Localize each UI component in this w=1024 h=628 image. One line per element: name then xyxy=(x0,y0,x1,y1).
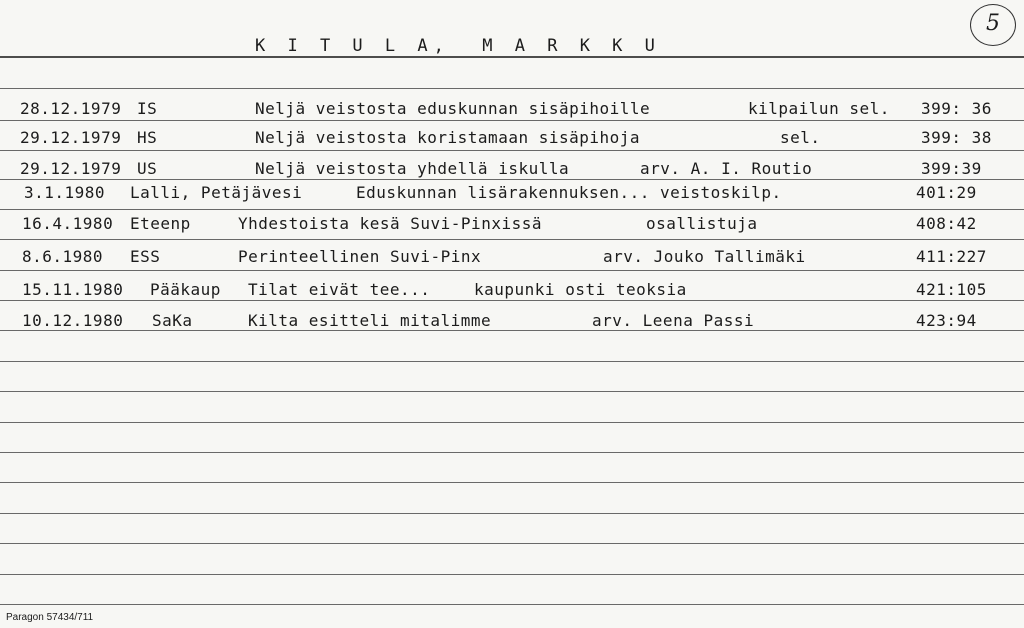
rule-line xyxy=(0,300,1024,301)
row-note: arv. Leena Passi xyxy=(592,311,755,330)
row-date: 16.4.1980 xyxy=(22,214,114,233)
row-ref: 411:227 xyxy=(916,247,987,266)
rule-line xyxy=(0,422,1024,423)
header-rule xyxy=(0,56,1024,58)
rule-line xyxy=(0,330,1024,331)
row-source: IS xyxy=(137,99,158,118)
row-title: Eduskunnan lisärakennuksen... veistoskilp. xyxy=(356,183,782,202)
rule-line xyxy=(0,574,1024,575)
rule-line xyxy=(0,209,1024,210)
row-date: 3.1.1980 xyxy=(24,183,106,202)
rule-line xyxy=(0,513,1024,514)
row-ref: 408:42 xyxy=(916,214,977,233)
row-source: Lalli, Petäjävesi xyxy=(130,183,303,202)
rule-line xyxy=(0,120,1024,121)
row-note: sel. xyxy=(780,128,821,147)
row-title: Tilat eivät tee... xyxy=(248,280,431,299)
rule-line xyxy=(0,482,1024,483)
row-date: 28.12.1979 xyxy=(20,99,122,118)
row-source: US xyxy=(137,159,158,178)
row-date: 10.12.1980 xyxy=(22,311,124,330)
card-name: K I T U L A, M A R K K U xyxy=(255,36,661,56)
row-note: kilpailun sel. xyxy=(748,99,890,118)
row-ref: 399: 36 xyxy=(921,99,992,118)
rule-line xyxy=(0,604,1024,605)
rule-line xyxy=(0,239,1024,240)
rule-line xyxy=(0,543,1024,544)
row-date: 8.6.1980 xyxy=(22,247,104,266)
row-source: Pääkaup xyxy=(150,280,221,299)
row-note: arv. A. I. Routio xyxy=(640,159,813,178)
row-source: ESS xyxy=(130,247,161,266)
row-source: HS xyxy=(137,128,158,147)
row-ref: 399: 38 xyxy=(921,128,992,147)
rule-line xyxy=(0,391,1024,392)
row-date: 15.11.1980 xyxy=(22,280,124,299)
row-note: osallistuja xyxy=(646,214,758,233)
rule-line xyxy=(0,361,1024,362)
row-note: arv. Jouko Tallimäki xyxy=(603,247,806,266)
row-source: SaKa xyxy=(152,311,193,330)
row-source: Eteenp xyxy=(130,214,191,233)
rule-line xyxy=(0,452,1024,453)
page-number-circle xyxy=(970,4,1016,46)
page-number: 5 xyxy=(986,11,1000,36)
rule-line xyxy=(0,270,1024,271)
row-ref: 421:105 xyxy=(916,280,987,299)
row-ref: 399:39 xyxy=(921,159,982,178)
row-note: kaupunki osti teoksia xyxy=(474,280,687,299)
rule-line xyxy=(0,150,1024,151)
row-title: Perinteellinen Suvi-Pinx xyxy=(238,247,482,266)
row-title: Yhdestoista kesä Suvi-Pinxissä xyxy=(238,214,542,233)
row-ref: 423:94 xyxy=(916,311,977,330)
card-footer: Paragon 57434/711 xyxy=(6,612,94,623)
row-date: 29.12.1979 xyxy=(20,159,122,178)
rule-line xyxy=(0,179,1024,180)
row-title: Neljä veistosta eduskunnan sisäpihoille xyxy=(255,99,651,118)
row-title: Kilta esitteli mitalimme xyxy=(248,311,492,330)
row-title: Neljä veistosta yhdellä iskulla xyxy=(255,159,570,178)
row-title: Neljä veistosta koristamaan sisäpihoja xyxy=(255,128,641,147)
row-date: 29.12.1979 xyxy=(20,128,122,147)
row-ref: 401:29 xyxy=(916,183,977,202)
rule-line xyxy=(0,88,1024,89)
